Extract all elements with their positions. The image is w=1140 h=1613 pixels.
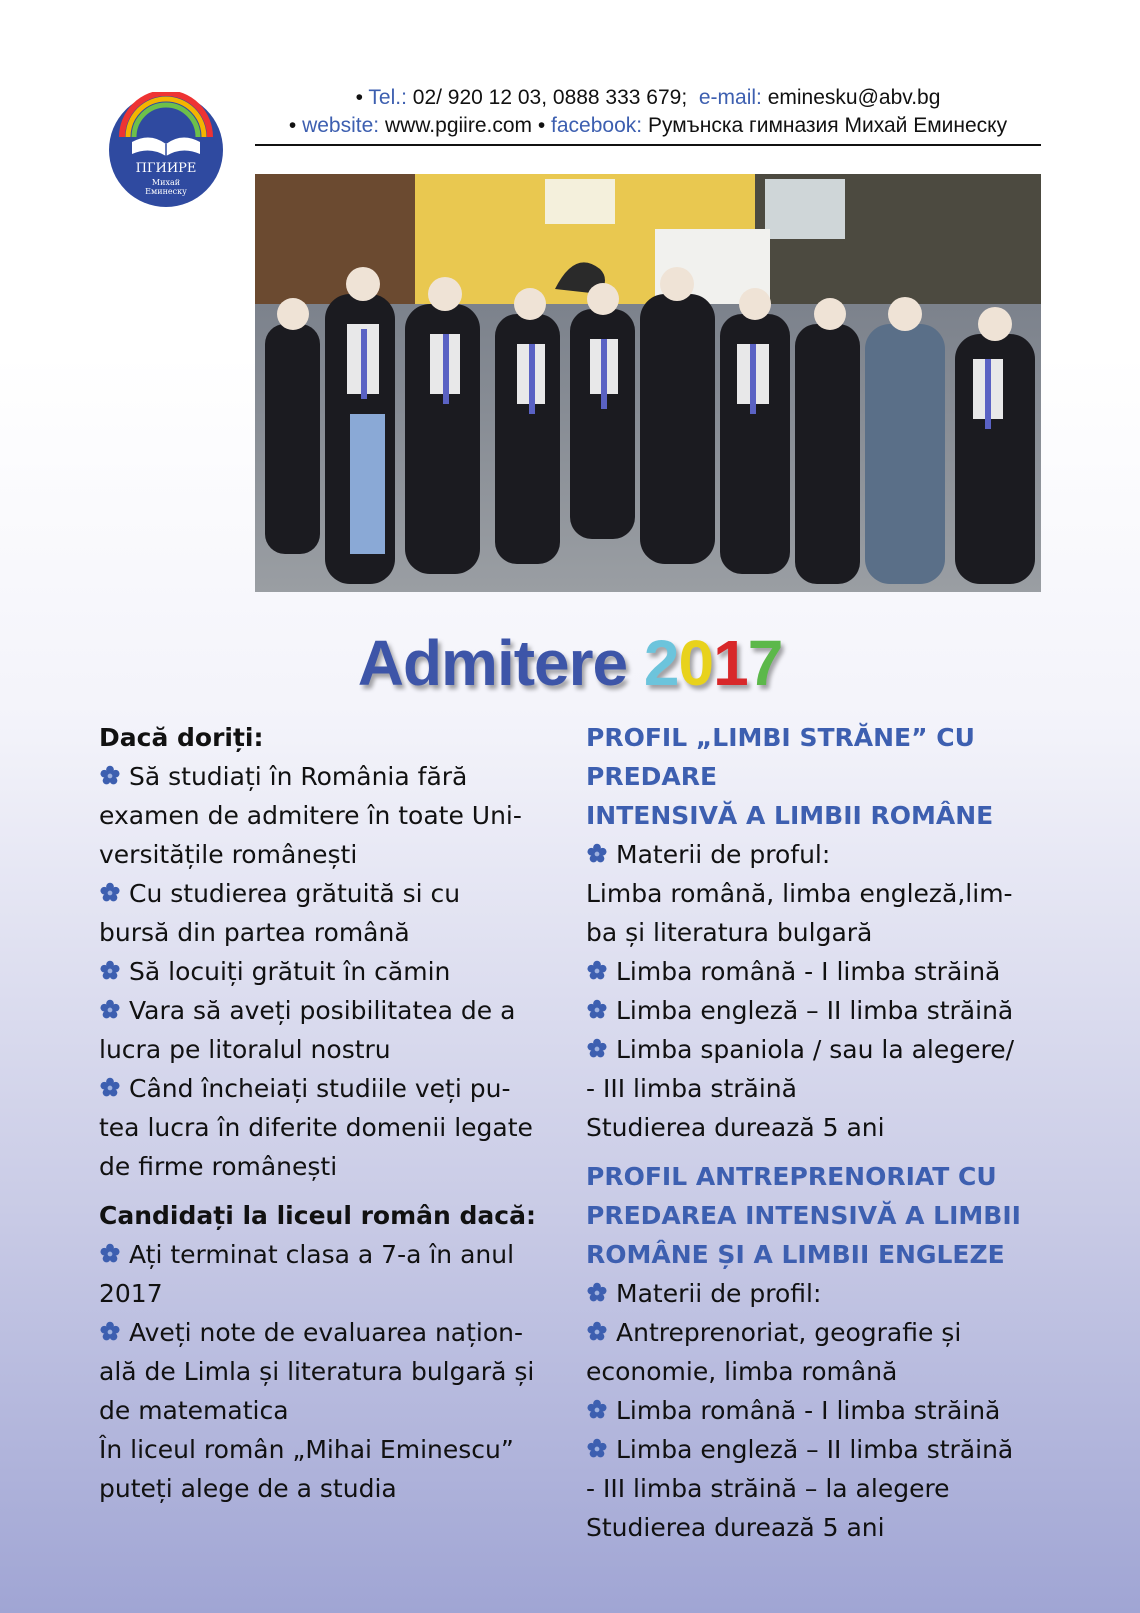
flower-icon [586,1282,608,1304]
logo-sub1: Михай [151,178,181,187]
section-heading: Candidați la liceul român dacă: [99,1201,536,1230]
group-photo [255,174,1041,592]
flower-icon [99,882,121,904]
list-item: Să studiați în România fără [99,757,569,796]
flower-icon [586,960,608,982]
profile-heading: PREDAREA INTENSIVĂ A LIMBII [586,1201,1021,1230]
list-item: Cu studierea grătuită si cu [99,874,569,913]
text-line: economie, limba română [586,1357,898,1386]
text-line: Studierea durează 5 ani [586,1513,885,1542]
tel-value: 02/ 920 12 03, 0888 333 679; [412,86,688,109]
text-line: tea lucra în diferite domenii legate [99,1113,533,1142]
profile-heading: PROFIL ANTREPRENORIAT CU [586,1162,997,1191]
list-item: Limba română - I limba străină [586,1391,1056,1430]
flower-icon [586,843,608,865]
list-item: Materii de proful: [586,835,1056,874]
list-item: Ați terminat clasa a 7-a în anul [99,1235,569,1274]
text-line: ală de Limla și literatura bulgară și [99,1357,535,1386]
contact-header [255,84,1041,146]
email-label: e-mail: [698,86,762,109]
logo-name: ПГИИРЕ [135,161,197,176]
section-heading: Dacă doriți: [99,723,264,752]
text-line: - III limba străină – la alegere [586,1474,950,1503]
tel-label: Tel.: [368,86,407,109]
text-line: de matematica [99,1396,289,1425]
flower-icon [99,1321,121,1343]
admission-title [0,626,1140,700]
facebook-link[interactable]: Румънска гимназия Михай Еминеску [647,114,1008,137]
flower-icon [586,1038,608,1060]
list-item: Limba română - I limba străină [586,952,1056,991]
text-line: puteți alege de a studia [99,1474,397,1503]
website-label: website: [302,114,380,137]
contact-line-2: • website: www.pgiire.com • facebook: Румънска гимназия Михай Еминеску [288,114,1008,137]
flower-icon [99,1243,121,1265]
text-line: lucra pe litoralul nostru [99,1035,391,1064]
list-item: Materii de profil: [586,1274,1056,1313]
text-line: versitățile românești [99,840,358,869]
list-item: Limba engleză – II limba străină [586,1430,1056,1469]
profile-heading: ROMÂNE ȘI A LIMBII ENGLEZE [586,1240,1005,1269]
contact-line-1: • Tel.: 02/ 920 12 03, 0888 333 679; e-mail: eminesku@abv.bg [355,86,941,109]
school-logo [108,92,224,208]
text-line: În liceul român „Mihai Eminescu” [99,1435,514,1464]
text-line: examen de admitere în toate Uni- [99,801,522,830]
right-column [586,718,1056,1547]
logo-sub2: Еминеску [145,187,187,196]
text-line: Limba română, limba engleză,lim- [586,879,1013,908]
flower-icon [99,960,121,982]
flower-icon [586,1438,608,1460]
list-item: Antreprenoriat, geografie și [586,1313,1056,1352]
title-digit-3: 1 [713,627,748,699]
title-digit-1: 2 [643,627,679,699]
flower-icon [586,1399,608,1421]
title-digit-2: 0 [678,627,714,699]
header-divider [255,144,1041,146]
text-line: Studierea durează 5 ani [586,1113,885,1142]
flower-icon [99,1077,121,1099]
text-line: bursă din partea română [99,918,410,947]
title-digit-4: 7 [747,627,783,699]
left-column [99,718,569,1508]
list-item: Să locuiți grătuit în cămin [99,952,569,991]
website-link[interactable]: www.pgiire.com [384,114,533,137]
flower-icon [99,999,121,1021]
text-line: ba și literatura bulgară [586,918,873,947]
email-value[interactable]: eminesku@abv.bg [767,86,941,109]
list-item: Când încheiați studiile veți pu- [99,1069,569,1108]
flower-icon [586,999,608,1021]
text-line: - III limba străină [586,1074,797,1103]
list-item: Vara să aveți posibilitatea de a [99,991,569,1030]
title-word: Admitere [357,627,628,699]
text-line: de firme românești [99,1152,338,1181]
flower-icon [586,1321,608,1343]
list-item: Aveți note de evaluarea națion- [99,1313,569,1352]
profile-heading: INTENSIVĂ A LIMBII ROMÂNE [586,801,994,830]
profile-heading: PROFIL „LIMBI STRĂNE” CU PREDARE [586,723,975,791]
flower-icon [99,765,121,787]
list-item: Limba engleză – II limba străină [586,991,1056,1030]
text-line: 2017 [99,1279,163,1308]
list-item: Limba spaniola / sau la alegere/ [586,1030,1056,1069]
facebook-label: facebook: [551,114,643,137]
